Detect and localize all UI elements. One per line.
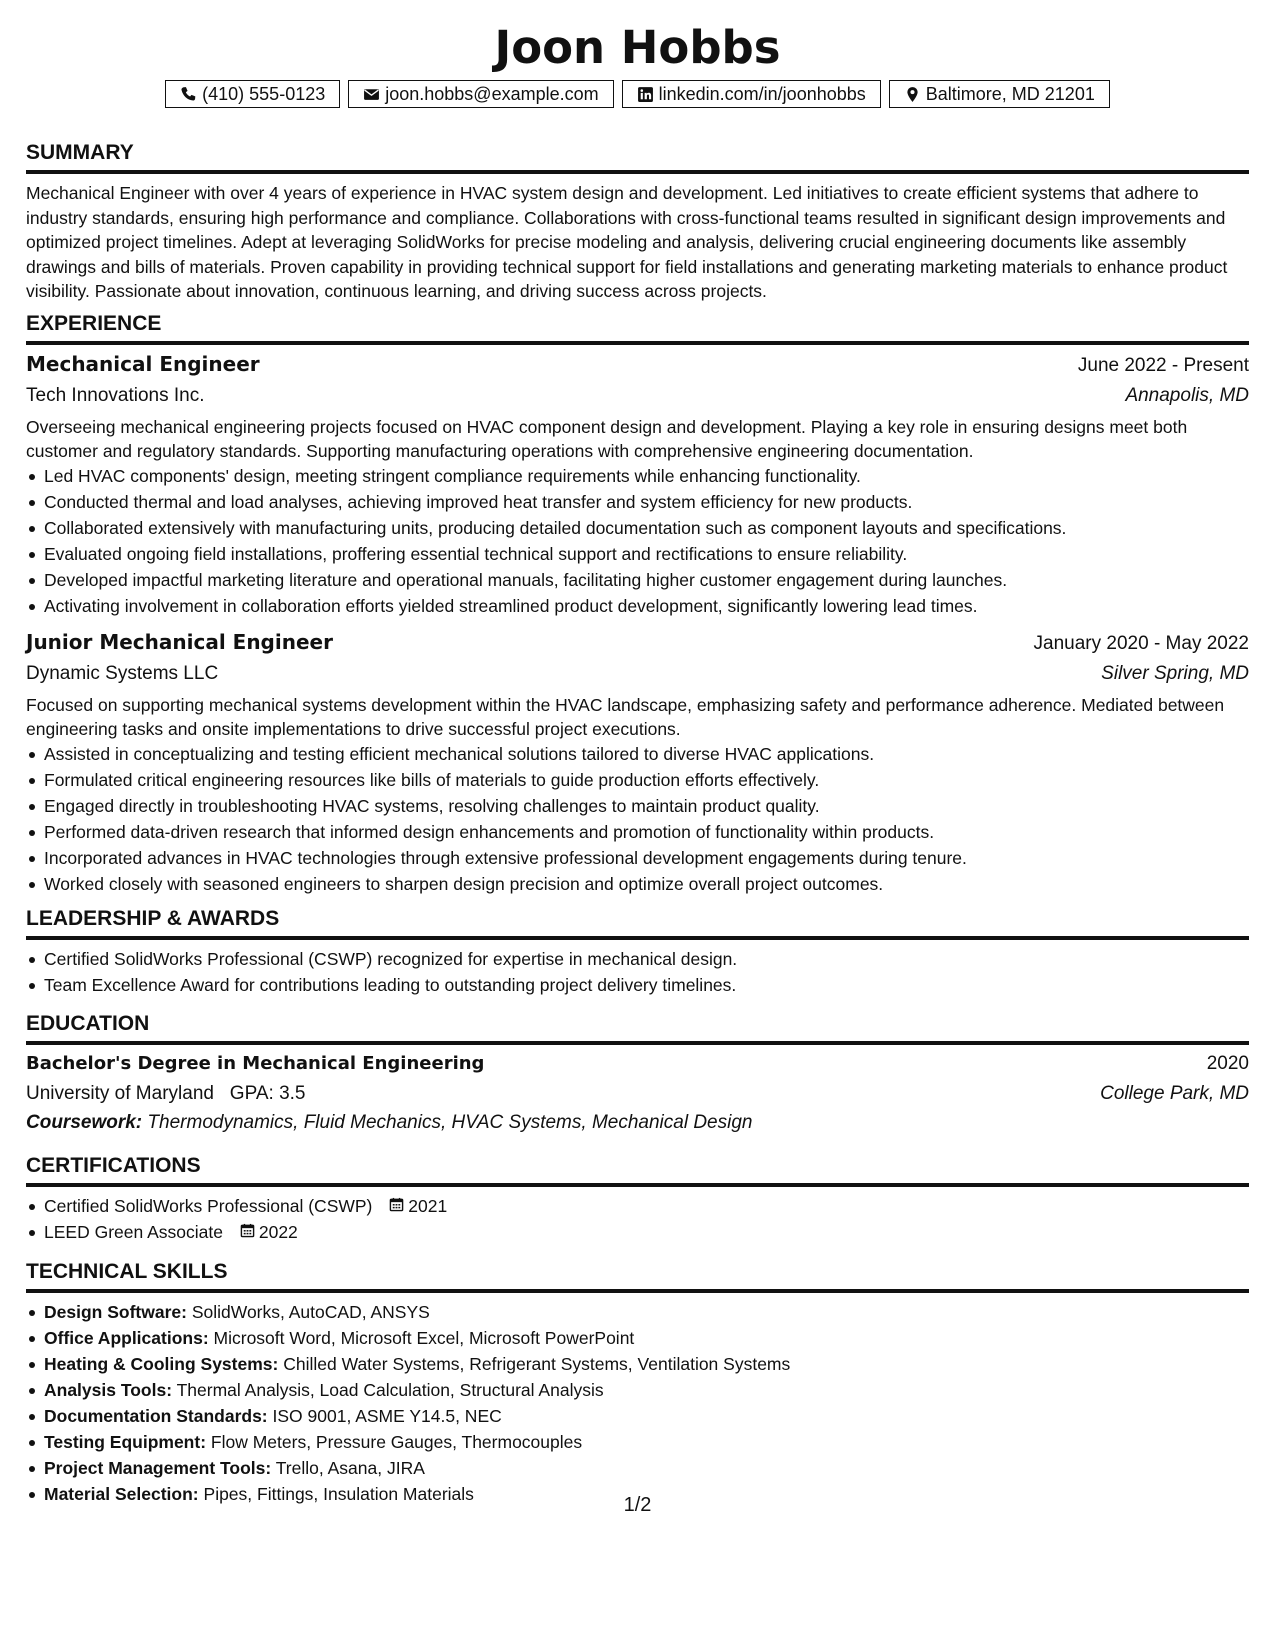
job-company: Dynamic Systems LLC xyxy=(26,663,219,684)
job-dates: January 2020 - May 2022 xyxy=(1033,633,1249,654)
page-number: 1/2 xyxy=(623,1494,652,1516)
contact-location[interactable] xyxy=(889,80,1110,108)
job-company: Tech Innovations Inc. xyxy=(26,385,205,406)
gpa: GPA: 3.5 xyxy=(229,1083,306,1104)
list-item: Assisted in conceptualizing and testing efficient mechanical solutions tailored to diverse HVAC applications. xyxy=(44,741,1249,767)
coursework-label: Coursework: xyxy=(26,1112,143,1133)
contact-email-text: joon.hobbs@example.com xyxy=(385,84,599,104)
list-item: Incorporated advances in HVAC technologies through extensive professional development engagements during tenure. xyxy=(44,845,1249,871)
list-item xyxy=(44,1455,1249,1481)
candidate-name: Joon Hobbs xyxy=(494,21,781,74)
skill-label: Material Selection: xyxy=(44,1484,199,1504)
certifications-section xyxy=(26,1154,1249,1245)
skill-label: Analysis Tools: xyxy=(44,1380,173,1400)
experience-section xyxy=(26,312,1249,897)
skill-label: Design Software: xyxy=(44,1302,187,1322)
linkedin-icon xyxy=(637,86,654,103)
map-pin-icon xyxy=(904,86,921,103)
skill-label: Heating & Cooling Systems: xyxy=(44,1354,279,1374)
job-bullets xyxy=(26,741,1249,897)
list-item: Worked closely with seasoned engineers to sharpen design precision and optimize overall project outcomes. xyxy=(44,871,1249,897)
list-item xyxy=(44,1377,1249,1403)
job-entry xyxy=(26,349,1249,619)
certifications-heading: CERTIFICATIONS xyxy=(26,1154,1249,1187)
list-item xyxy=(44,1351,1249,1377)
summary-text: Mechanical Engineer with over 4 years of experience in HVAC system design and development. Led initiatives to create efficient systems that adhere to industry standards, ensuring high performance and compliance. Collaborations with cross-functional teams resulted in significant design improvements and optimized project timelines. Adept at leveraging SolidWorks for precise modeling and analysis, delivering crucial engineering documents like assembly drawings and bills of materials. Proven capability in providing technical support for field installations and generating marketing materials to enhance product visibility. Passionate about innovation, continuous learning, and driving success across projects. xyxy=(26,183,1228,301)
phone-icon xyxy=(180,86,197,103)
contact-phone[interactable] xyxy=(165,80,340,108)
skills-section xyxy=(26,1260,1249,1507)
contact-bar xyxy=(26,80,1249,108)
skill-value: Trello, Asana, JIRA xyxy=(275,1458,425,1478)
job-description: Focused on supporting mechanical systems development within the HVAC landscape, emphasizing safety and performance adherence. Mediated between engineering tasks and onsite implementations to drive successful project executions. xyxy=(26,695,1225,739)
leadership-heading: LEADERSHIP & AWARDS xyxy=(26,907,1249,940)
degree-year: 2020 xyxy=(1206,1053,1249,1074)
skill-value: Flow Meters, Pressure Gauges, Thermocouples xyxy=(210,1432,583,1452)
degree-title: Bachelor's Degree in Mechanical Engineering xyxy=(26,1053,485,1074)
job-location: Silver Spring, MD xyxy=(1101,663,1249,684)
skill-value: Chilled Water Systems, Refrigerant Systems, Ventilation Systems xyxy=(283,1354,791,1374)
job-title: Mechanical Engineer xyxy=(26,352,260,376)
certifications-list xyxy=(26,1193,1249,1245)
skill-value: SolidWorks, AutoCAD, ANSYS xyxy=(191,1302,430,1322)
cert-name: LEED Green Associate xyxy=(44,1222,223,1242)
contact-linkedin-text: linkedin.com/in/joonhobbs xyxy=(658,84,866,104)
skill-value: Pipes, Fittings, Insulation Materials xyxy=(203,1484,474,1504)
list-item xyxy=(44,1193,1249,1219)
cert-year: 2022 xyxy=(258,1222,298,1242)
school-name: University of Maryland xyxy=(26,1083,214,1104)
job-description: Overseeing mechanical engineering projects focused on HVAC component design and development. Playing a key role in ensuring designs meet both customer and regulatory standards. Supporting manufacturing operations with comprehensive engineering documentation. xyxy=(26,417,1188,461)
list-item: Certified SolidWorks Professional (CSWP) recognized for expertise in mechanical design. xyxy=(44,946,1249,972)
skill-label: Office Applications: xyxy=(44,1328,209,1348)
calendar-icon xyxy=(389,1193,404,1219)
school-location: College Park, MD xyxy=(1100,1083,1249,1104)
list-item xyxy=(44,1325,1249,1351)
contact-phone-text: (410) 555-0123 xyxy=(202,84,326,104)
contact-email[interactable] xyxy=(348,80,613,108)
experience-heading: EXPERIENCE xyxy=(26,312,1249,345)
contact-location-text: Baltimore, MD 21201 xyxy=(925,84,1095,104)
leadership-list xyxy=(26,946,1249,998)
job-location: Annapolis, MD xyxy=(1125,385,1249,406)
list-item: Conducted thermal and load analyses, achieving improved heat transfer and system efficiency for new products. xyxy=(44,489,1249,515)
list-item: Team Excellence Award for contributions leading to outstanding project delivery timelines. xyxy=(44,972,1249,998)
leadership-section xyxy=(26,907,1249,998)
cert-name: Certified SolidWorks Professional (CSWP) xyxy=(44,1196,373,1216)
list-item: Engaged directly in troubleshooting HVAC systems, resolving challenges to maintain product quality. xyxy=(44,793,1249,819)
skill-value: ISO 9001, ASME Y14.5, NEC xyxy=(272,1406,502,1426)
list-item: Collaborated extensively with manufacturing units, producing detailed documentation such as component layouts and specifications. xyxy=(44,515,1249,541)
skill-label: Project Management Tools: xyxy=(44,1458,272,1478)
list-item: Evaluated ongoing field installations, proffering essential technical support and rectifications to ensure reliability. xyxy=(44,541,1249,567)
list-item xyxy=(44,1219,1249,1245)
list-item: Formulated critical engineering resources like bills of materials to guide production efforts effectively. xyxy=(44,767,1249,793)
list-item xyxy=(44,1299,1249,1325)
coursework xyxy=(26,1108,1249,1138)
job-entry xyxy=(26,627,1249,897)
skills-heading: TECHNICAL SKILLS xyxy=(26,1260,1249,1293)
job-dates: June 2022 - Present xyxy=(1077,355,1249,376)
job-bullets xyxy=(26,463,1249,619)
contact-linkedin[interactable] xyxy=(622,80,881,108)
envelope-icon xyxy=(363,86,380,103)
list-item xyxy=(44,1429,1249,1455)
coursework-list: Thermodynamics, Fluid Mechanics, HVAC Systems, Mechanical Design xyxy=(147,1112,753,1133)
skills-list xyxy=(26,1299,1249,1507)
skill-label: Testing Equipment: xyxy=(44,1432,207,1452)
skill-value: Thermal Analysis, Load Calculation, Structural Analysis xyxy=(176,1380,604,1400)
skill-label: Documentation Standards: xyxy=(44,1406,268,1426)
education-section xyxy=(26,1012,1249,1138)
summary-heading: SUMMARY xyxy=(26,141,1249,174)
resume-page xyxy=(26,0,1249,1650)
list-item: Activating involvement in collaboration efforts yielded streamlined product development, significantly lowering lead times. xyxy=(44,593,1249,619)
skill-value: Microsoft Word, Microsoft Excel, Microsoft PowerPoint xyxy=(213,1328,635,1348)
list-item: Performed data-driven research that informed design enhancements and promotion of functionality within products. xyxy=(44,819,1249,845)
list-item xyxy=(44,1403,1249,1429)
cert-year: 2021 xyxy=(408,1196,448,1216)
education-heading: EDUCATION xyxy=(26,1012,1249,1045)
summary-section xyxy=(26,141,1249,304)
list-item: Led HVAC components' design, meeting stringent compliance requirements while enhancing functionality. xyxy=(44,463,1249,489)
list-item: Developed impactful marketing literature and operational manuals, facilitating higher customer engagement during launches. xyxy=(44,567,1249,593)
job-title: Junior Mechanical Engineer xyxy=(26,630,333,654)
calendar-icon xyxy=(240,1219,255,1245)
